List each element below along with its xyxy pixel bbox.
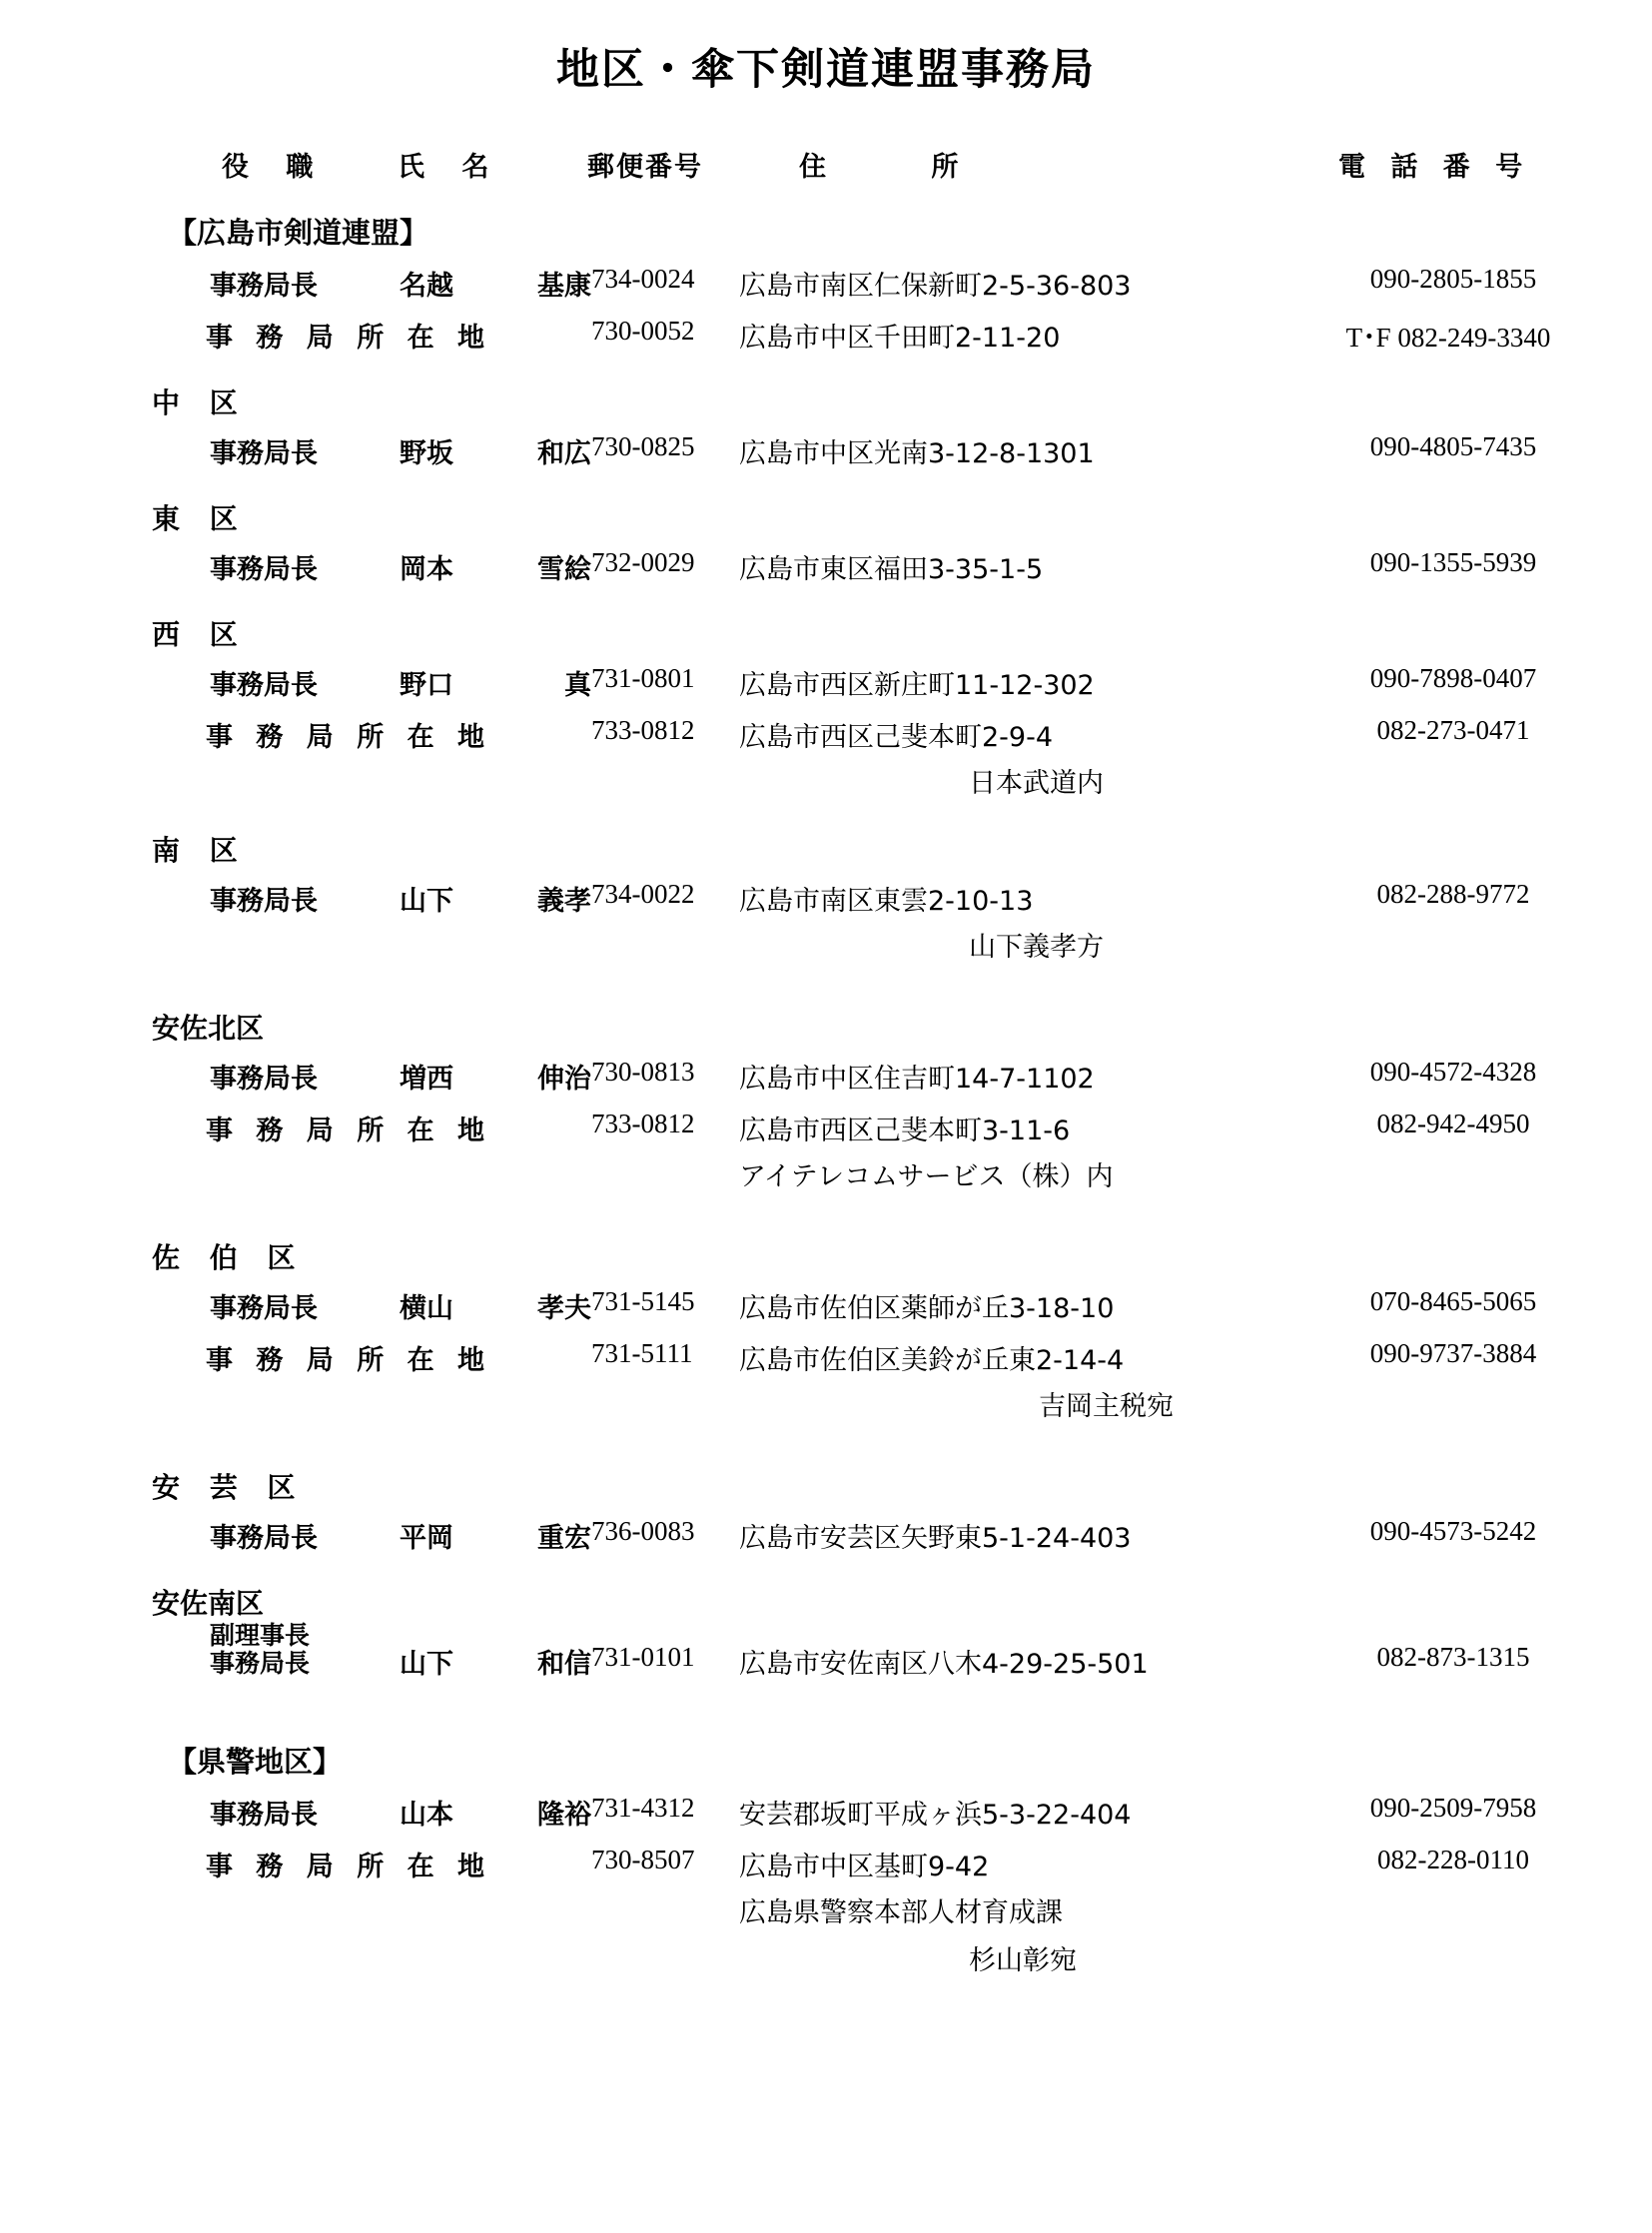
district-heading: 中 区 [152,386,248,419]
row-role: 事 務 局 所 在 地 [206,1345,491,1376]
table-row [0,1330,1652,1382]
table-row [0,1837,1652,1888]
row-zip: 731-0801 [591,663,695,693]
note-line [0,923,1652,971]
row-address: 安芸郡坂町平成ヶ浜5-3-22-404 [739,1800,1132,1831]
column-header-row [0,145,1652,185]
row-address: 広島市安芸区矢野東5-1-24-403 [739,1523,1132,1554]
row-role: 事務局長 [210,271,318,302]
row-surname: 野口 [400,670,453,701]
row-tel: 090-2805-1855 [1369,264,1537,294]
row-zip: 730-0052 [591,316,695,346]
row-address: 広島市安佐南区八木4-29-25-501 [739,1649,1149,1680]
row-given-name: 隆裕 [537,1800,591,1831]
row-tel: 090-4573-5242 [1369,1516,1537,1546]
note-text: 杉山彰宛 [969,1945,1077,1976]
row-given-name: 伸治 [537,1064,591,1095]
row-address: 広島市南区東雲2-10-13 [739,886,1034,917]
row-role: 事務局長 [210,886,318,917]
table-row [0,256,1652,308]
row-role-line1: 副理事長 [210,1621,311,1650]
row-tel: 082-942-4950 [1376,1109,1530,1138]
row-role: 事務局長 [210,438,318,469]
row-given-name: 孝夫 [537,1293,591,1324]
table-row [0,1049,1652,1101]
table-row [0,707,1652,759]
row-given-name: 和信 [537,1649,591,1680]
row-address: 広島市西区己斐本町2-9-4 [739,722,1054,753]
row-tel: 070-8465-5065 [1369,1286,1537,1316]
row-role: 事務局長 [210,1800,318,1831]
row-given-name: 真 [564,670,591,701]
table-row [0,1508,1652,1560]
section-heading: 【県警地区】 [168,1745,343,1779]
row-tel: 082-288-9772 [1376,879,1530,909]
note-text: 山下義孝方 [969,932,1104,963]
row-address: 広島市南区仁保新町2-5-36-803 [739,271,1132,302]
district-heading: 東 区 [152,502,248,535]
row-zip: 734-0024 [591,264,695,294]
table-row [0,1785,1652,1837]
note-line [0,1152,1652,1200]
row-zip: 730-0825 [591,431,695,461]
row-address: 広島市西区己斐本町3-11-6 [739,1116,1071,1146]
row-surname: 山下 [400,886,453,917]
table-row [0,871,1652,923]
district-heading: 南 区 [152,834,248,867]
row-given-name: 重宏 [537,1523,591,1554]
table-row [0,1101,1652,1152]
row-zip: 730-0813 [591,1057,695,1087]
row-zip: 730-8507 [591,1845,695,1874]
row-surname: 野坂 [400,438,453,469]
row-tel: 090-2509-7958 [1369,1793,1537,1823]
note-text: 吉岡主税宛 [1039,1391,1174,1422]
district-heading: 安佐北区 [152,1012,265,1045]
row-address: 広島市中区基町9-42 [739,1852,990,1882]
row-tel: 082-873-1315 [1376,1642,1530,1672]
row-zip: 733-0812 [591,1109,695,1138]
district-heading: 佐 伯 区 [152,1241,306,1274]
row-address: 広島市佐伯区美鈴が丘東2-14-4 [739,1345,1125,1376]
row-given-name: 雪絵 [537,554,591,585]
note-line [0,759,1652,807]
section-heading: 【広島市剣道連盟】 [168,216,429,250]
row-role: 事務局長 [210,1523,318,1554]
row-zip: 732-0029 [591,547,695,577]
district-heading: 安佐南区 [152,1587,265,1620]
table-row [0,539,1652,591]
column-header-role: 役 職 [222,152,328,183]
row-zip: 736-0083 [591,1516,695,1546]
row-surname: 岡本 [400,554,453,585]
row-given-name: 基康 [537,271,591,302]
row-address: 広島市中区光南3-12-8-1301 [739,438,1095,469]
row-address: 広島市中区千田町2-11-20 [739,323,1061,354]
row-given-name: 義孝 [537,886,591,917]
row-zip: 731-0101 [591,1642,695,1672]
row-surname: 横山 [400,1293,453,1324]
row-address: 広島市佐伯区薬師が丘3-18-10 [739,1293,1115,1324]
row-tel: 090-4805-7435 [1369,431,1537,461]
table-row [0,1621,1652,1686]
row-tel: 090-9737-3884 [1369,1338,1537,1368]
table-row [0,308,1652,360]
row-role: 事 務 局 所 在 地 [206,1116,491,1146]
row-given-name: 和広 [537,438,591,469]
note-text: 日本武道内 [969,768,1104,799]
page-title: 地区・傘下剣道連盟事務局 [556,45,1096,95]
row-role: 事 務 局 所 在 地 [206,323,491,354]
row-tel: 082-228-0110 [1377,1845,1529,1874]
district-heading: 西 区 [152,618,248,651]
column-header-tel: 電 話 番 号 [1338,152,1531,183]
row-zip: 734-0022 [591,879,695,909]
note-text: アイテレコムサービス（株）内 [739,1161,1114,1192]
row-zip: 731-4312 [591,1793,695,1823]
row-role-line2: 事務局長 [210,1649,311,1678]
note-line [0,1382,1652,1430]
row-address: 広島市西区新庄町11-12-302 [739,670,1095,701]
row-tel: T･F 082-249-3340 [1345,323,1551,353]
document-page [0,36,1652,2233]
table-row [0,423,1652,475]
row-surname: 名越 [400,271,453,302]
row-role: 事 務 局 所 在 地 [206,1852,491,1882]
row-tel: 090-7898-0407 [1369,663,1537,693]
row-surname: 増西 [400,1064,453,1095]
row-role: 事 務 局 所 在 地 [206,722,491,753]
row-role: 事務局長 [210,1293,318,1324]
row-address: 広島市東区福田3-35-1-5 [739,554,1044,585]
table-row [0,655,1652,707]
row-role: 事務局長 [210,670,318,701]
column-header-name: 氏 名 [398,152,503,183]
row-zip: 733-0812 [591,715,695,745]
note-line [0,1888,1652,1936]
row-address: 広島市中区住吉町14-7-1102 [739,1064,1095,1095]
note-text: 広島県警察本部人材育成課 [739,1897,1063,1928]
row-tel: 090-1355-5939 [1369,547,1537,577]
row-zip: 731-5145 [591,1286,695,1316]
row-surname: 山本 [400,1800,453,1831]
row-role: 事務局長 [210,554,318,585]
row-role: 事務局長 [210,1064,318,1095]
row-surname: 平岡 [400,1523,453,1554]
column-header-address: 住 所 [799,152,1007,183]
district-heading: 安 芸 区 [152,1471,306,1504]
row-tel: 090-4572-4328 [1369,1057,1537,1087]
column-header-zip: 郵便番号 [587,152,703,183]
row-surname: 山下 [400,1649,453,1680]
note-line [0,1936,1652,1984]
row-role [210,1622,310,1678]
table-row [0,1278,1652,1330]
row-zip: 731-5111 [591,1338,693,1368]
row-tel: 082-273-0471 [1376,715,1530,745]
